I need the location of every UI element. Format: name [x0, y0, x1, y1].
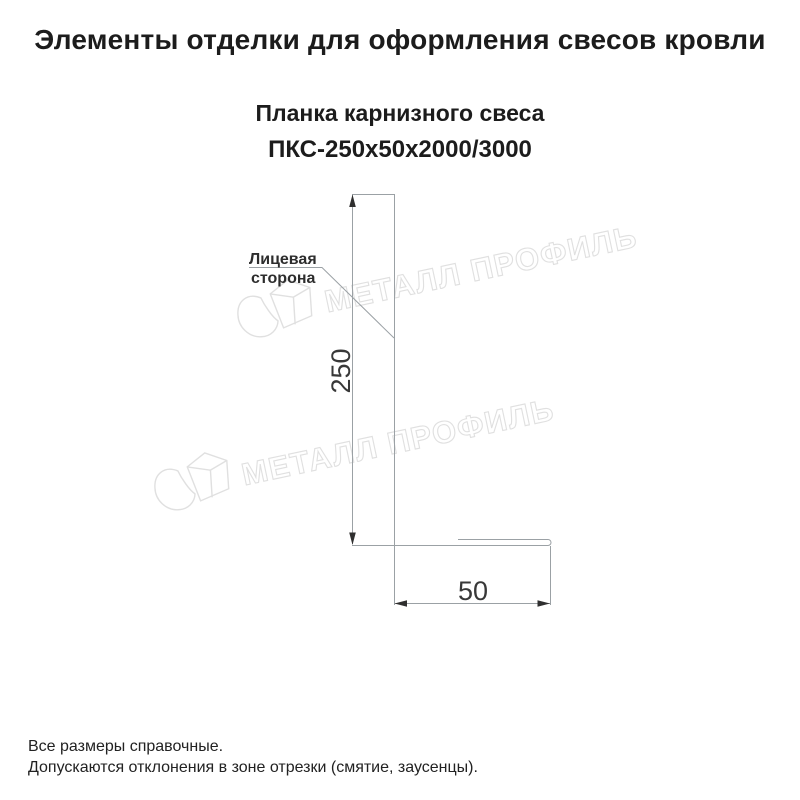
height-dimension-value: 250 [326, 348, 356, 394]
page-title: Элементы отделки для оформления свесов кровли [34, 24, 766, 55]
product-code: ПКС-250х50х2000/3000 [268, 136, 532, 163]
watermark [150, 380, 559, 514]
product-name: Планка карнизного свеса [255, 100, 545, 126]
hem-rounded-cap [548, 540, 551, 546]
note-line-1: Все размеры справочные. [28, 738, 224, 755]
dimension-arrow-down [349, 533, 356, 546]
house-logo-icon [150, 449, 235, 514]
footnotes [28, 736, 478, 778]
watermark-text: МЕТАЛЛ ПРОФИЛЬ [321, 218, 641, 320]
width-dimension-value: 50 [457, 576, 489, 606]
note-line-2: Допускаются отклонения в зоне отрезки (смятие, заусенцы). [28, 759, 478, 776]
face-side-label-line2: сторона [251, 270, 316, 287]
watermark-text: МЕТАЛЛ ПРОФИЛЬ [238, 391, 558, 493]
dimension-arrow-right [538, 600, 551, 607]
dimension-arrow-up [349, 195, 356, 208]
face-side-label-line1: Лицевая [249, 251, 317, 268]
dimension-arrow-left [395, 600, 408, 607]
